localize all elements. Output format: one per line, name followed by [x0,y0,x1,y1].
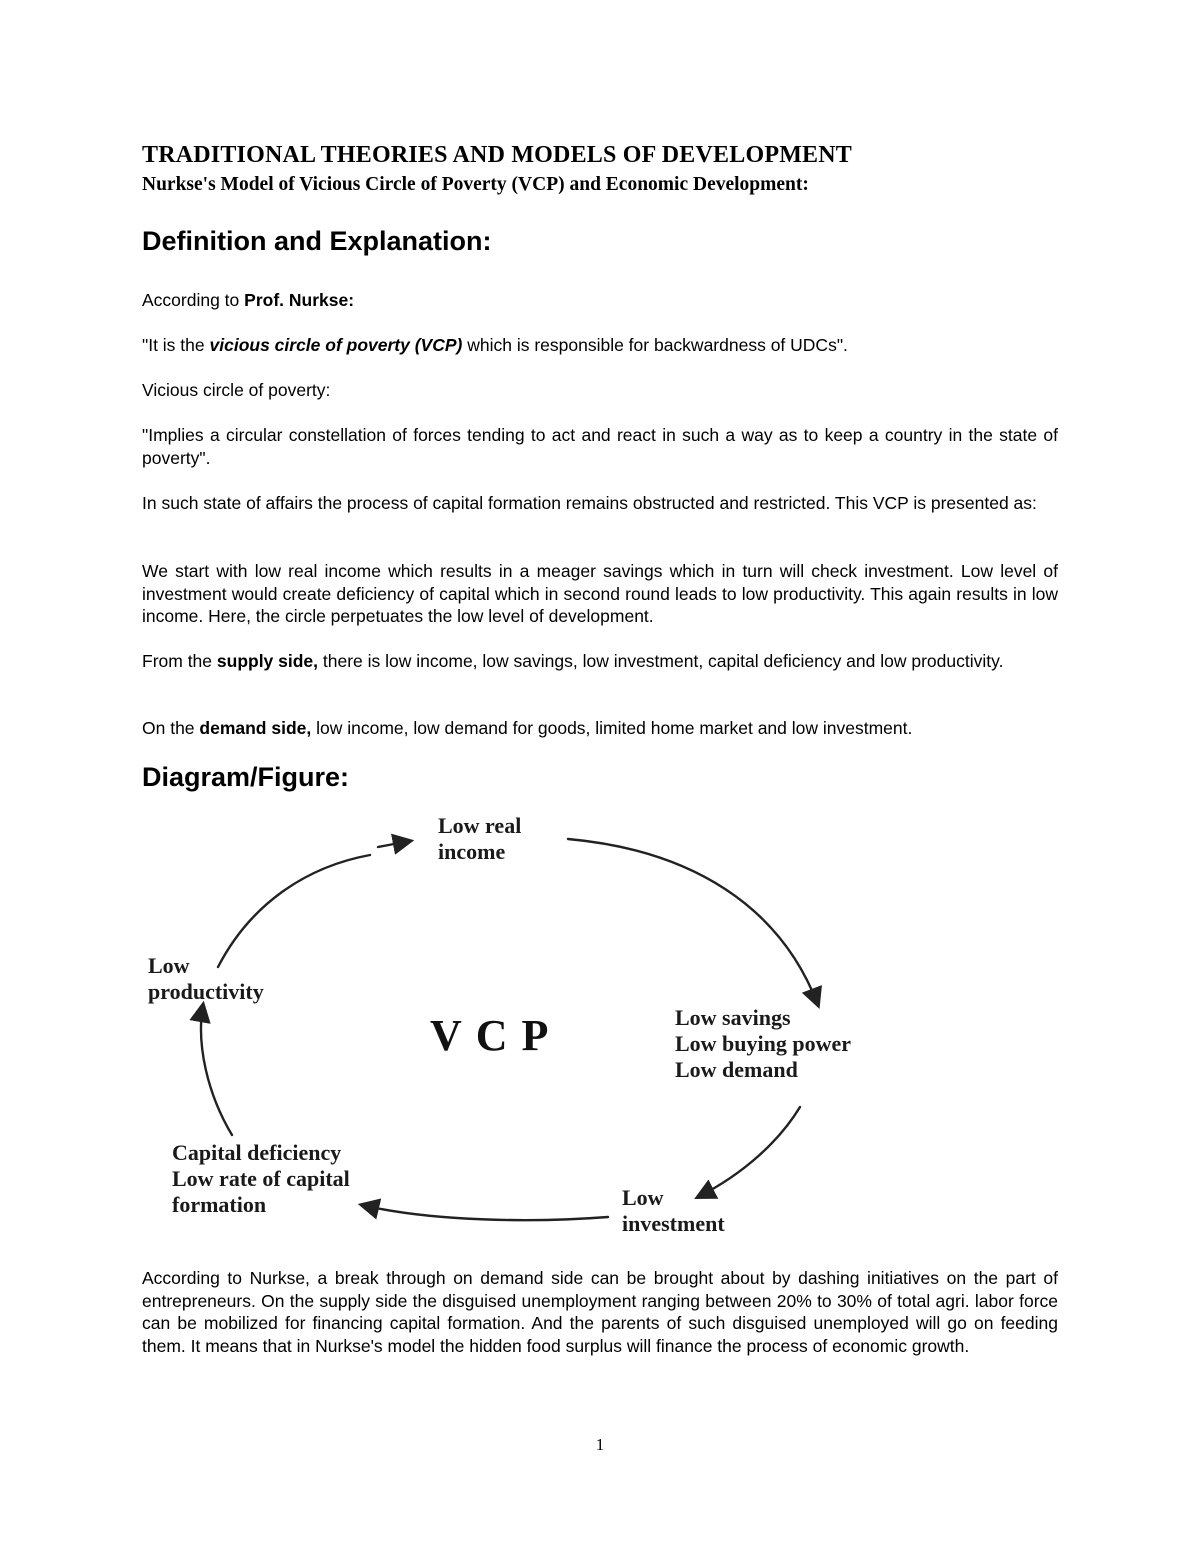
paragraph-quote-vcp [142,334,1058,357]
document-title: TRADITIONAL THEORIES AND MODELS OF DEVELOPMENT [142,142,852,168]
arrow-capital-to-productivity [201,1005,232,1135]
node-line: Low buying power [675,1031,852,1056]
text-fragment: On the [142,718,200,738]
arrow-income-head-segment [378,841,410,847]
section-heading-definition: Definition and Explanation: [142,226,492,256]
node-line: formation [172,1192,267,1217]
text-fragment: According to [142,290,245,310]
paragraph-vcp-label: Vicious circle of poverty: [142,380,331,400]
document-subtitle: Nurkse's Model of Vicious Circle of Poverty (VCP) and Economic Development: [142,174,809,195]
arrow-savings-to-investment [698,1107,800,1197]
node-line: Low rate of capital [172,1166,350,1191]
node-capital-deficiency [172,1140,350,1218]
node-line: income [438,839,506,864]
bold-text: Prof. Nurkse: [244,290,355,310]
node-line: productivity [148,979,264,1004]
paragraph-supply-side [142,650,1058,673]
page-number: 1 [595,1435,605,1454]
node-line: investment [622,1211,725,1236]
node-line: Capital deficiency [172,1140,342,1165]
arrow-investment-to-capital [362,1205,608,1220]
paragraph-state-of-affairs: In such state of affairs the process of capital formation remains obstructed and restricted. This VCP is presented as: [142,493,1037,513]
paragraph-implies: "Implies a circular constellation of forces tending to act and react in such a way as to keep a country in the state of poverty". [142,425,1058,468]
node-low-productivity [148,953,264,1005]
bold-text: demand side, [199,718,312,738]
arrow-income-to-savings [568,839,818,1005]
node-line: Low savings [675,1005,791,1030]
section-heading-diagram: Diagram/Figure: [142,762,350,792]
paragraph-demand-side [142,717,1058,740]
bold-text: supply side, [216,651,319,671]
node-low-savings [675,1005,851,1083]
text-fragment: "It is the [142,335,210,355]
diagram-center-label: VCP [430,1011,563,1060]
paragraph-low-income-chain: We start with low real income which results in a meager savings which in turn will check investment. Low level of investment would create deficiency of capital which in second round leads to low productivity. This again results in low income. Here, the circle perpetuates the low level of development. [142,561,1058,626]
text-fragment: there is low income, low savings, low investment, capital deficiency and low productivity. [318,651,1004,671]
vcp-diagram [130,805,930,1245]
paragraph-break-through: According to Nurkse, a break through on demand side can be brought about by dashing initiatives on the part of entrepreneurs. On the supply side the disguised unemployment ranging between 20% to 30% of total agri. labor force can be mobilized for financing capital formation. And the parents of such disguised unemployed will go on feeding them. It means that in Nurkse's model the hidden food surplus will finance the process of economic growth. [142,1268,1058,1356]
node-line: Low demand [675,1057,798,1082]
node-low-investment [622,1185,725,1237]
paragraph-according [142,289,1058,312]
text-fragment: which is responsible for backwardness of UDCs". [462,335,848,355]
node-line: Low [148,953,190,978]
emphasis-text: vicious circle of poverty (VCP) [209,335,463,355]
node-line: Low real [438,813,522,838]
arrow-productivity-to-income [218,855,370,967]
node-low-real-income [438,813,521,865]
node-line: Low [622,1185,664,1210]
text-fragment: From the [142,651,217,671]
text-fragment: low income, low demand for goods, limited home market and low investment. [311,718,913,738]
